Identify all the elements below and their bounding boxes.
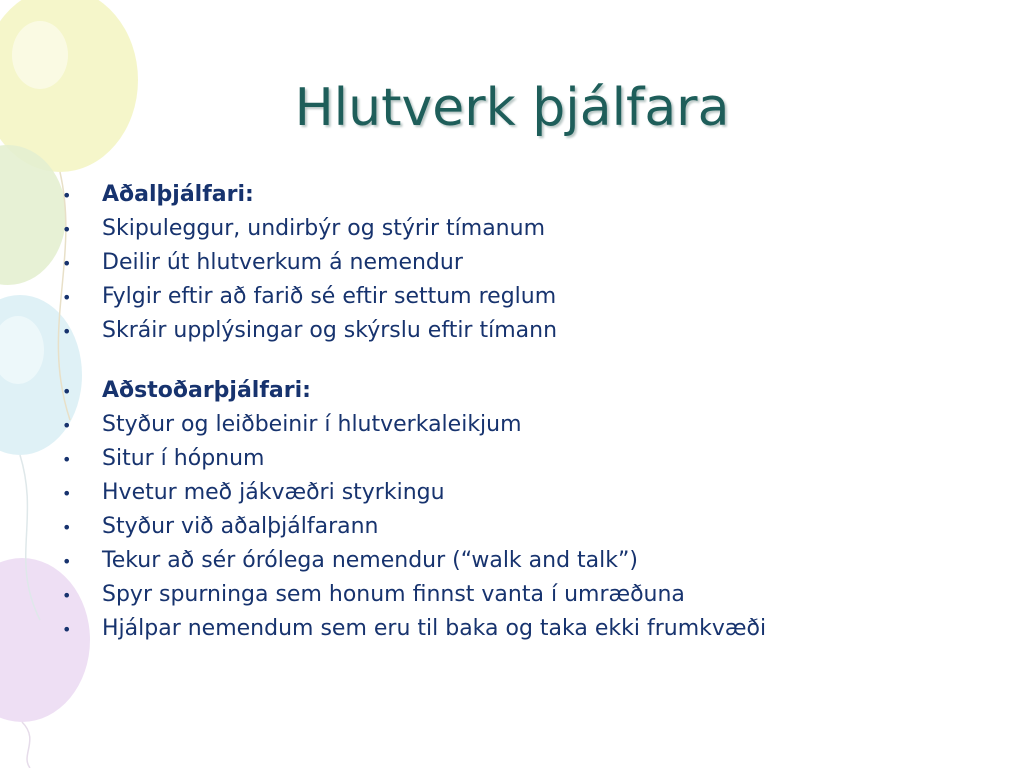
list-item (62, 442, 1002, 476)
list-heading-assistant-trainer (62, 374, 1002, 408)
list-item (62, 246, 1002, 280)
bullet-icon: • (62, 186, 72, 205)
bullet-icon: • (62, 586, 72, 605)
list-item-text: Hvetur með jákvæðri styrkingu (102, 480, 445, 505)
list-item (62, 612, 1002, 646)
list-item-text: Spyr spurninga sem honum finnst vanta í umræðuna (102, 582, 685, 607)
list-heading-text: Aðstoðarþjálfari: (102, 378, 311, 403)
list-item-text: Styður og leiðbeinir í hlutverkaleikjum (102, 412, 522, 437)
list-item (62, 314, 1002, 348)
list-item-text: Fylgir eftir að farið sé eftir settum reglum (102, 284, 557, 309)
bullet-icon: • (62, 254, 72, 273)
list-item (62, 212, 1002, 246)
list-item-text: Styður við aðalþjálfarann (102, 514, 379, 539)
slide-title: Hlutverk þjálfara (294, 78, 730, 138)
list-item-text: Deilir út hlutverkum á nemendur (102, 250, 463, 275)
list-item (62, 408, 1002, 442)
list-heading-text: Aðalþjálfari: (102, 182, 254, 207)
bullet-icon: • (62, 450, 72, 469)
bullet-icon: • (62, 322, 72, 341)
bullet-icon: • (62, 416, 72, 435)
bullet-list (62, 178, 1002, 646)
bullet-icon: • (62, 220, 72, 239)
bullet-icon: • (62, 552, 72, 571)
bullet-icon: • (62, 518, 72, 537)
bullet-icon: • (62, 620, 72, 639)
bullet-icon: • (62, 382, 72, 401)
list-item (62, 510, 1002, 544)
list-item (62, 476, 1002, 510)
list-item-text: Tekur að sér órólega nemendur (“walk and talk”) (102, 548, 638, 573)
balloon-string (22, 722, 30, 768)
list-item (62, 578, 1002, 612)
list-spacer (62, 348, 1002, 374)
bullet-icon: • (62, 288, 72, 307)
list-item (62, 544, 1002, 578)
list-item (62, 280, 1002, 314)
list-item-text: Situr í hópnum (102, 446, 265, 471)
list-item-text: Hjálpar nemendum sem eru til baka og taka ekki frumkvæði (102, 616, 767, 641)
list-item-text: Skipuleggur, undirbýr og stýrir tímanum (102, 216, 545, 241)
list-heading-main-trainer (62, 178, 1002, 212)
list-item-text: Skráir upplýsingar og skýrslu eftir tímann (102, 318, 558, 343)
bullet-icon: • (62, 484, 72, 503)
